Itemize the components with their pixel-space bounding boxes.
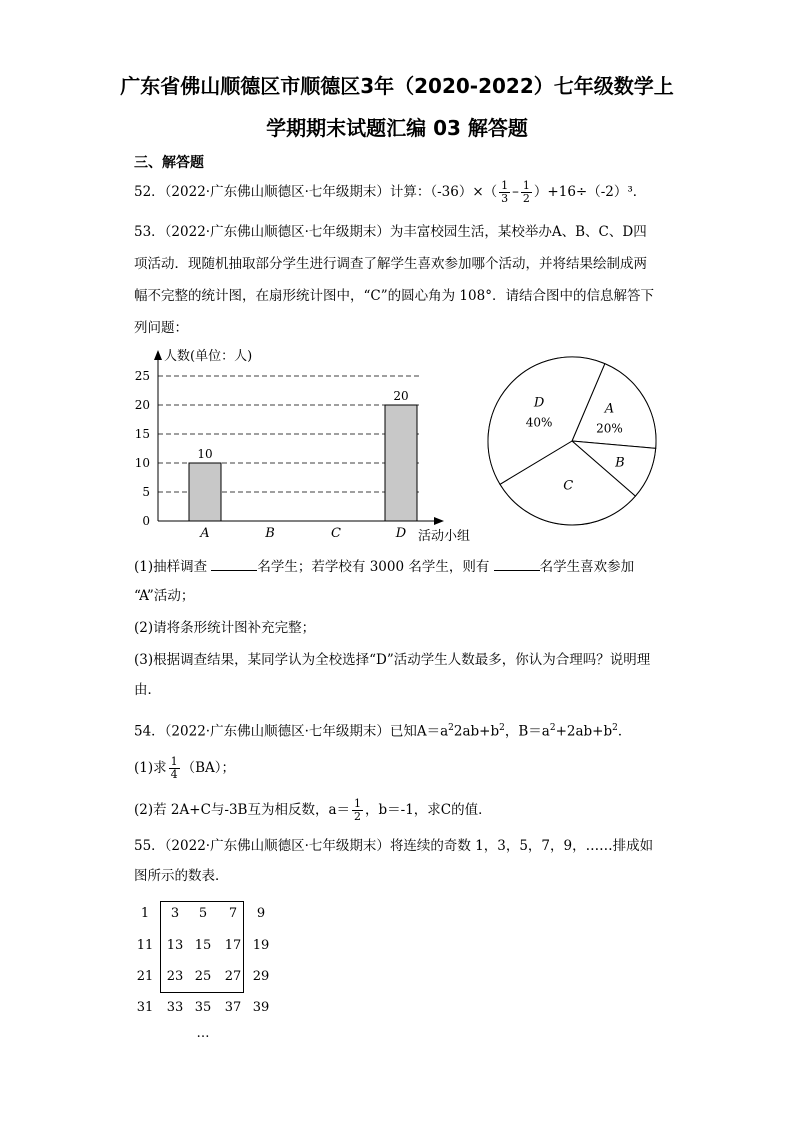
fraction-one-third: $\frac{1}{3}$ — [501, 179, 509, 205]
pie-percent-D: 40% — [525, 415, 553, 430]
pie-percent-A: 20% — [596, 421, 623, 436]
y-axis-label: 人数(单位：人) — [164, 349, 253, 364]
table-cell: 37 — [224, 1000, 242, 1015]
table-cell: 9 — [256, 906, 266, 921]
q55-line-2: 图所示的数表． — [134, 868, 229, 884]
table-cell: 7 — [228, 906, 238, 921]
question-52 — [134, 180, 646, 205]
q52-prefix: 52．（2022·广东佛山顺德区·七年级期末）计算：（-36）×（ — [134, 184, 498, 200]
q53-sub-3-cont: 由． — [134, 682, 161, 698]
q55-line-1: 55．（2022·广东佛山顺德区·七年级期末）将连续的奇数 1，3，5，7，9，……排成如 — [134, 838, 654, 854]
y-axis-arrow — [154, 350, 162, 360]
bar-chart — [120, 340, 480, 550]
pie-chart — [480, 355, 670, 535]
table-cell: 31 — [136, 1000, 154, 1015]
table-cell: 15 — [194, 938, 212, 953]
table-cell: 21 — [136, 969, 154, 984]
table-cell: 27 — [224, 969, 242, 984]
y-tick-label: 10 — [134, 456, 150, 470]
table-cell: 29 — [252, 969, 270, 984]
q54-sub-1: (1)求 $\frac{1}{4}$ （BA）； — [134, 755, 236, 781]
question-54: 54．（2022·广东佛山顺德区·七年级期末）已知$A=a^22ab+b^2$，$B=a^2+2ab+b^2$． — [134, 723, 632, 740]
table-cell: 25 — [194, 969, 212, 984]
pie-label-A: A — [604, 401, 615, 417]
table-cell: 39 — [252, 1000, 270, 1015]
page-title-line-2: 学期期末试题汇编 03 解答题 — [266, 116, 528, 140]
q53-line-2: 项活动．现随机抽取部分学生进行调查了解学生喜欢参加哪个活动，并将结果绘制成两 — [134, 256, 647, 272]
fraction-a-half: $\frac{1}{2}$ — [354, 797, 362, 823]
table-cell: 19 — [252, 938, 270, 953]
q52-minus: – — [512, 184, 519, 200]
q53-sub-1-cont: “A”活动； — [134, 588, 195, 604]
q53-sub-2: (2)请将条形统计图补充完整； — [134, 620, 316, 636]
table-cell: 1 — [140, 906, 150, 921]
table-cell: 23 — [166, 969, 184, 984]
q53-line-4: 列问题： — [134, 320, 188, 336]
x-tick-label-A: A — [200, 526, 210, 541]
pie-label-D: D — [533, 395, 545, 411]
table-ellipsis: … — [196, 1026, 210, 1041]
q53-line-1: 53．（2022·广东佛山顺德区·七年级期末）为丰富校园生活，某校举办A、B、C、D四 — [134, 224, 647, 240]
x-axis-arrow — [434, 517, 444, 525]
fraction-one-quarter: $\frac{1}{4}$ — [170, 755, 178, 781]
table-cell: 13 — [166, 938, 184, 953]
bar-value-label-D: 20 — [393, 389, 409, 403]
section-heading: 三、解答题 — [134, 155, 204, 171]
table-cell: 17 — [224, 938, 242, 953]
x-tick-label-B: B — [265, 526, 275, 541]
pie-label-C: C — [563, 478, 574, 494]
y-tick-label: 5 — [142, 485, 150, 499]
y-tick-label: 25 — [134, 369, 150, 383]
table-cell: 3 — [170, 906, 180, 921]
pie-label-B: B — [615, 455, 625, 471]
answer-blank-2[interactable] — [494, 556, 540, 571]
answer-blank-1[interactable] — [211, 556, 257, 571]
table-cell: 35 — [194, 1000, 212, 1015]
page-title-line-1: 广东省佛山顺德区市顺德区3年（2020-2022）七年级数学上 — [120, 74, 674, 98]
y-tick-label: 15 — [134, 427, 150, 441]
selection-frame — [160, 901, 244, 993]
x-tick-label-C: C — [331, 526, 341, 541]
x-axis-label: 活动小组 — [418, 529, 471, 544]
q53-sub-1: (1)抽样调查 名学生；若学校有 3000 名学生，则有 名学生喜欢参加 — [134, 556, 634, 577]
q52-suffix: ）+16÷（-2）³． — [533, 184, 647, 200]
table-cell: 5 — [198, 906, 208, 921]
y-tick-label: 0 — [142, 514, 150, 528]
x-tick-label-D: D — [395, 526, 407, 541]
table-cell: 33 — [166, 1000, 184, 1015]
table-cell: 11 — [136, 938, 154, 953]
q53-line-3: 幅不完整的统计图，在扇形统计图中，“C”的圆心角为 108°．请结合图中的信息解答下 — [134, 288, 654, 304]
fraction-one-half: $\frac{1}{2}$ — [522, 179, 530, 205]
bar-A — [189, 463, 221, 521]
q54-sub-2: (2)若 2A+C与-3B互为相反数，a＝ $\frac{1}{2}$ ，b＝-1，求C的值． — [134, 797, 492, 823]
q53-sub-3: (3)根据调查结果，某同学认为全校选择“D”活动学生人数最多，你认为合理吗？说明理 — [134, 652, 651, 668]
bar-value-label-A: 10 — [197, 447, 213, 461]
y-tick-label: 20 — [134, 398, 150, 412]
bar-D — [385, 405, 417, 521]
